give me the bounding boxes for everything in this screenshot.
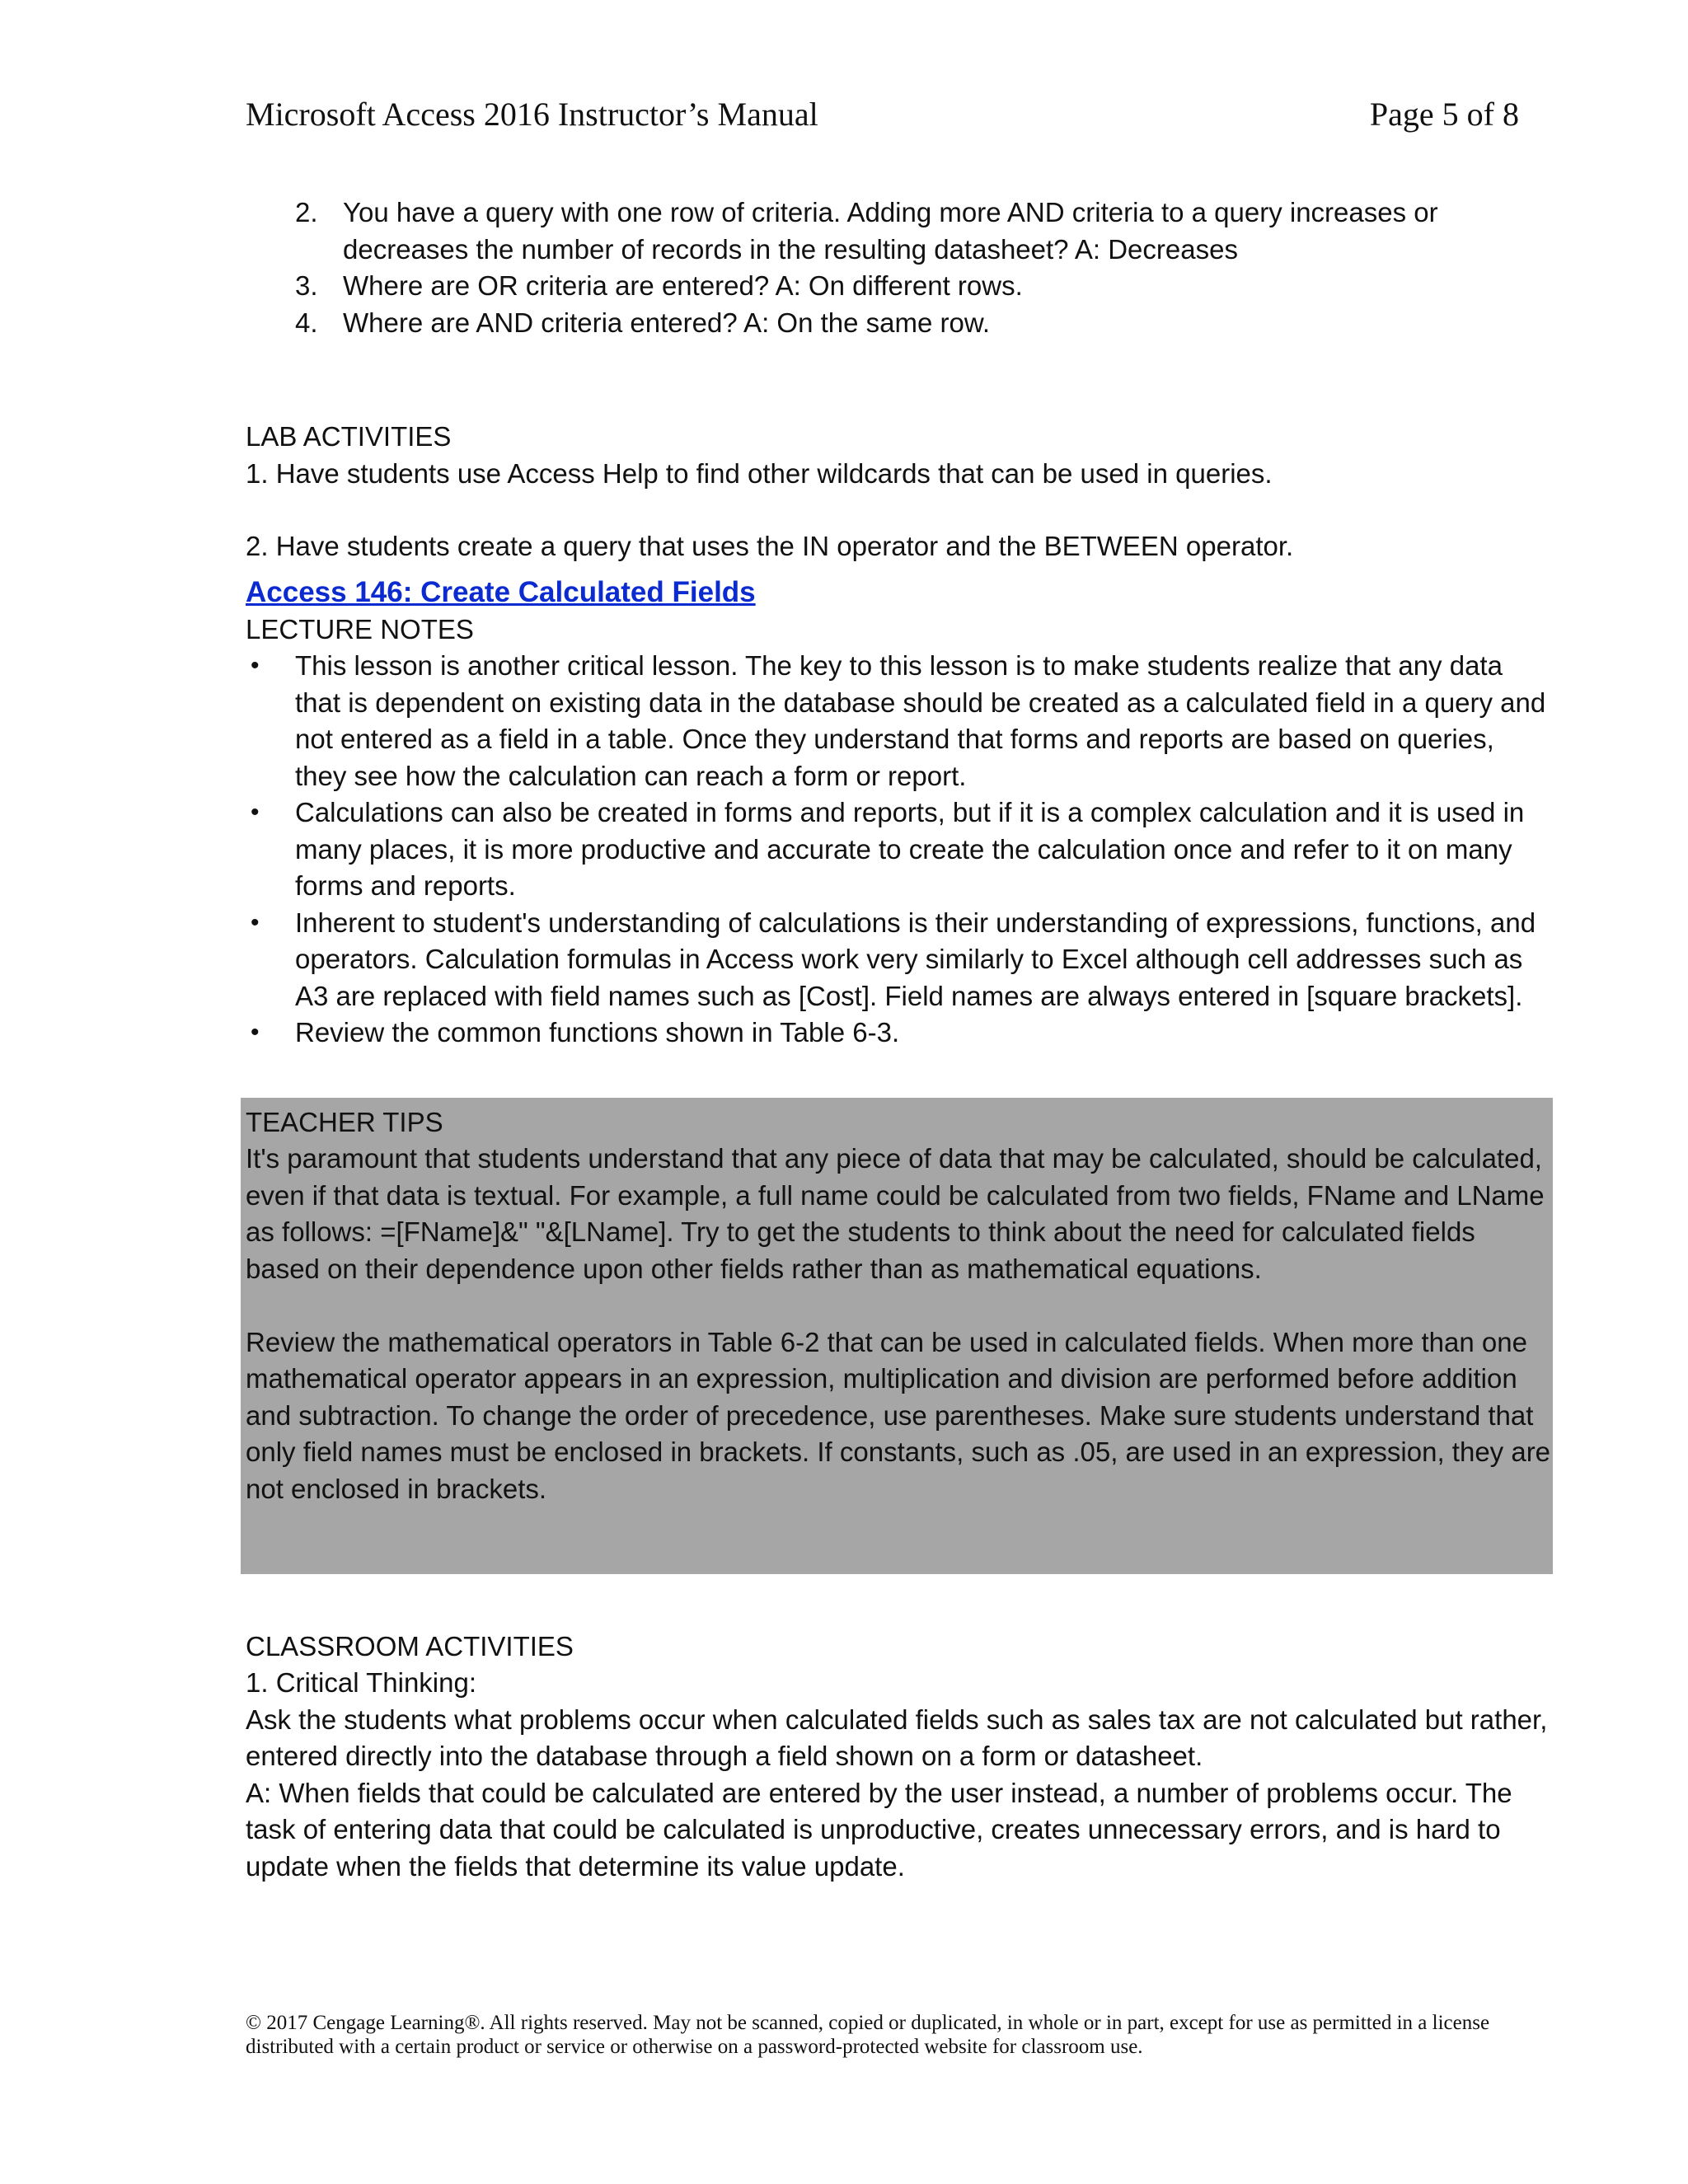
lab-activity-item: 1. Have students use Access Help to find other wildcards that can be used in queries.	[246, 457, 1273, 489]
list-item	[246, 305, 1552, 342]
list-item	[246, 268, 1552, 305]
bullet-dot-icon: •	[251, 908, 260, 936]
bullet-text: Inherent to student's understanding of calculations is their understanding of expressions, functions, and operators. Calculation formulas in Access work very similarly to Excel although cell addresses such as A3 are replaced with field names such as [Cost]. Field names are always entered in [square brackets].	[295, 907, 1536, 1011]
teacher-tips-paragraph: It's paramount that students understand that any piece of data that may be calculated, should be calculated, even if that data is textual. For example, a full name could be calculated from two fields, FName and LName as follows: =[FName]&" "&[LName]. Try to get the students to think about the need for calculated fields based on their dependence upon other fields rather than as mathematical equations.	[246, 1143, 1545, 1284]
list-item	[246, 794, 1552, 905]
page-number: Page 5 of 8	[1369, 96, 1519, 133]
list-item-number: 2.	[295, 197, 318, 227]
section-link-create-calculated-fields[interactable]: Access 146: Create Calculated Fields	[246, 575, 756, 608]
classroom-activity-question: Ask the students what problems occur when calculated fields such as sales tax are not calculated but rather, entered directly into the database through a field shown on a form or datasheet.	[246, 1704, 1548, 1771]
list-item	[246, 648, 1552, 794]
bullet-dot-icon: •	[251, 1019, 260, 1046]
bullet-dot-icon: •	[251, 652, 260, 679]
list-item-number: 4.	[295, 307, 318, 338]
list-item	[246, 194, 1552, 268]
list-item-text: You have a query with one row of criteria. Adding more AND criteria to a query increases or decreases the number of records in the resulting datasheet? A: Decreases	[343, 197, 1438, 265]
page-header	[246, 95, 1519, 134]
review-questions-list	[246, 194, 1552, 341]
classroom-activity-item: 1. Critical Thinking:	[246, 1667, 477, 1698]
list-item	[246, 1015, 1552, 1052]
list-item-number: 3.	[295, 270, 318, 301]
bullet-text: Review the common functions shown in Table 6-3.	[295, 1017, 900, 1047]
bullet-text: Calculations can also be created in forms and reports, but if it is a complex calculation and it is used in many places, it is more productive and accurate to create the calculation once and refer to it on many forms and reports.	[295, 797, 1525, 901]
list-item	[246, 905, 1552, 1015]
bullet-text: This lesson is another critical lesson. The key to this lesson is to make students realize that any data that is dependent on existing data in the database should be created as a calculated field in a query and not entered as a field in a table. Once they understand that forms and reports are based on queries, they see how the calculation can reach a form or report.	[295, 650, 1546, 791]
teacher-tips-paragraph: Review the mathematical operators in Table 6-2 that can be used in calculated fields. When more than one mathematical operator appears in an expression, multiplication and division are performed before addition and subtraction. To change the order of precedence, use parentheses. Make sure students understand that only field names must be enclosed in brackets. If constants, such as .05, are used in an expression, they are not enclosed in brackets.	[246, 1326, 1551, 1504]
lab-activities-heading: LAB ACTIVITIES	[246, 421, 452, 452]
manual-title: Microsoft Access 2016 Instructor’s Manual	[246, 96, 818, 133]
lecture-notes-heading: LECTURE NOTES	[246, 613, 474, 644]
list-item-text: Where are AND criteria entered? A: On the same row.	[343, 307, 991, 338]
lecture-notes-list	[246, 648, 1552, 1052]
teacher-tips-heading: TEACHER TIPS	[246, 1106, 443, 1137]
classroom-activity-answer: A: When fields that could be calculated are entered by the user instead, a number of problems occur. The task of entering data that could be calculated is unproductive, creates unnecessary errors, and is hard to update when the fields that determine its value update.	[246, 1777, 1512, 1882]
bullet-dot-icon: •	[251, 799, 260, 826]
page-content	[246, 194, 1552, 1885]
classroom-activities-heading: CLASSROOM ACTIVITIES	[246, 1630, 574, 1661]
list-item-text: Where are OR criteria are entered? A: On different rows.	[343, 270, 1023, 301]
lab-activity-item: 2. Have students create a query that uses the IN operator and the BETWEEN operator.	[246, 531, 1294, 561]
teacher-tips-box	[241, 1098, 1553, 1574]
copyright-footer: © 2017 Cengage Learning®. All rights reserved. May not be scanned, copied or duplicated, in whole or in part, except for use as permitted in a license distributed with a certain product or service or otherwise on a password-protected website for classroom use.	[246, 2012, 1490, 2058]
